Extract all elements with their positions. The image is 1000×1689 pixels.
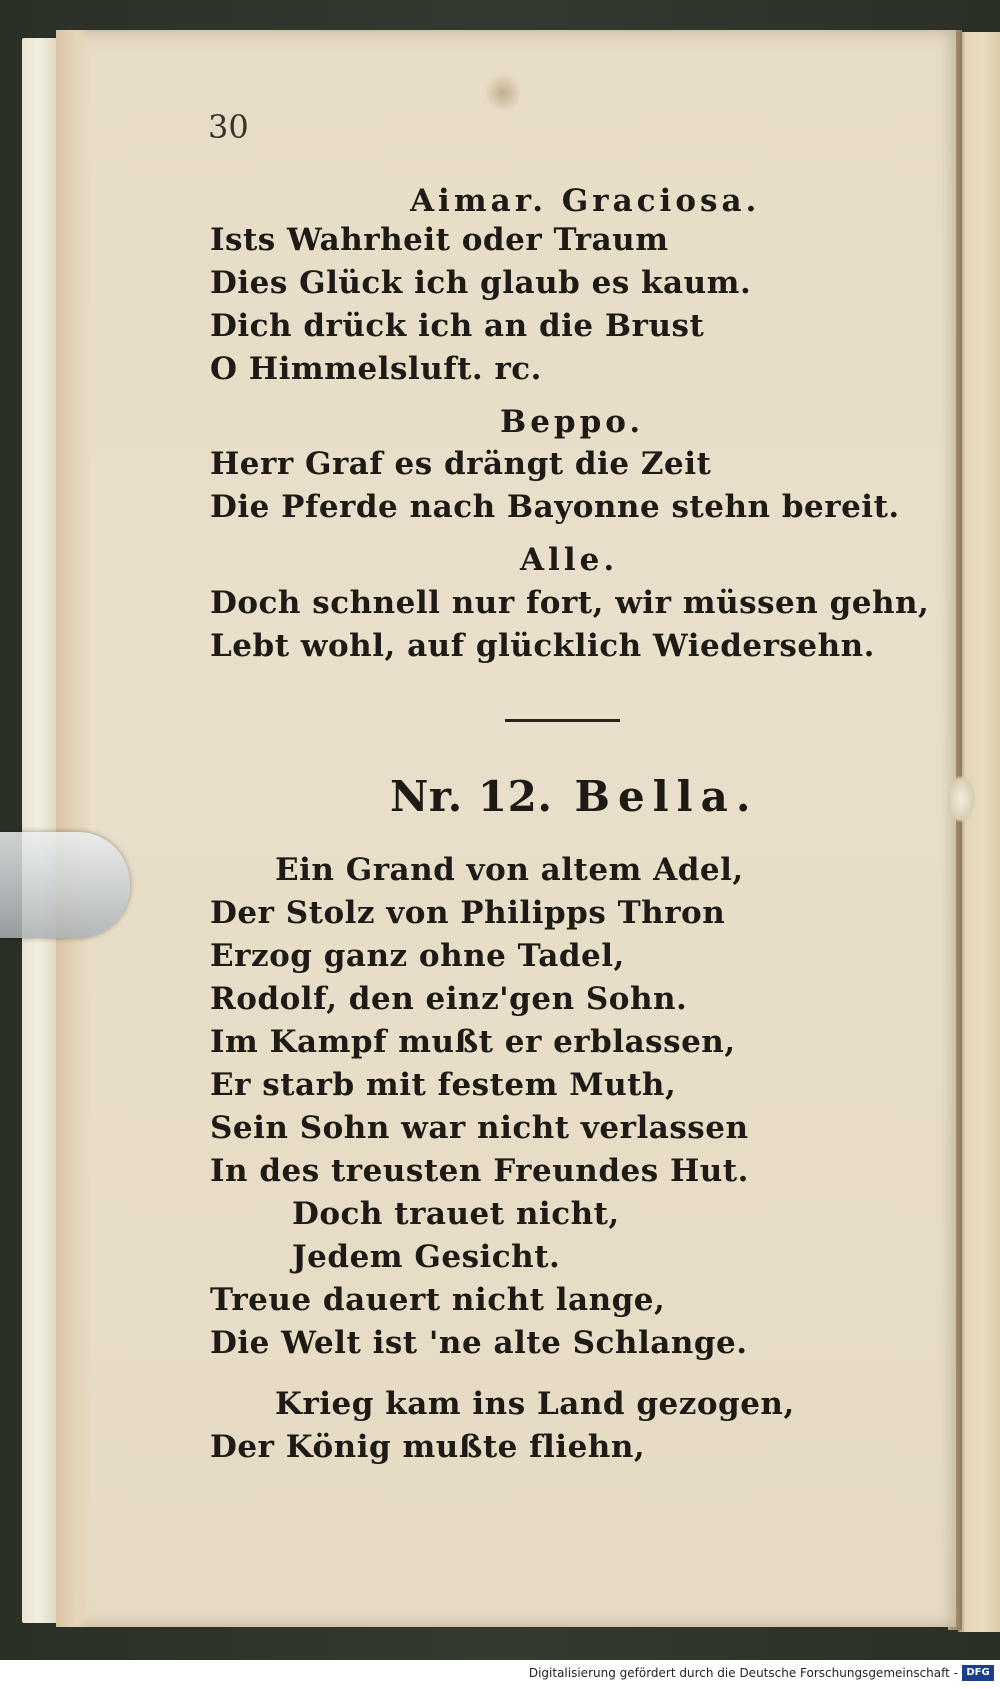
verse-line: Ein Grand von altem Adel, xyxy=(275,852,744,888)
right-page-stack xyxy=(958,32,1000,1632)
section-divider xyxy=(505,719,620,722)
refrain-line: Doch trauet nicht, xyxy=(292,1196,620,1232)
verse-line: Dies Glück ich glaub es kaum. xyxy=(210,265,752,301)
dfg-logo-icon: DFG xyxy=(962,1665,994,1681)
verse-line: Rodolf, den einz'gen Sohn. xyxy=(210,981,688,1017)
song-title: Bella. xyxy=(574,772,759,821)
verse-line: Der König mußte fliehn, xyxy=(210,1429,646,1465)
closing-line: Die Welt ist 'ne alte Schlange. xyxy=(210,1325,748,1361)
paper-stain xyxy=(486,72,520,114)
page-binding-shadow xyxy=(56,30,90,1627)
speaker-heading: Beppo. xyxy=(500,404,645,440)
closing-line: Treue dauert nicht lange, xyxy=(210,1282,666,1318)
transparent-page-clip xyxy=(0,832,130,938)
binding-thread xyxy=(946,775,976,823)
verse-line: Doch schnell nur fort, wir müssen gehn, xyxy=(210,585,930,621)
verse-line: Er starb mit festem Muth, xyxy=(210,1067,677,1103)
song-number: Nr. 12. xyxy=(390,772,553,821)
verse-line: Im Kampf mußt er erblassen, xyxy=(210,1024,736,1060)
page-number: 30 xyxy=(208,108,249,146)
verse-line: Ists Wahrheit oder Traum xyxy=(210,222,669,258)
song-heading xyxy=(390,772,758,821)
verse-line: Dich drück ich an die Brust xyxy=(210,308,705,344)
verse-line: Krieg kam ins Land gezogen, xyxy=(275,1386,795,1422)
verse-line: Lebt wohl, auf glücklich Wiedersehn. xyxy=(210,628,875,664)
verse-line: Herr Graf es drängt die Zeit xyxy=(210,446,712,482)
verse-line: O Himmelsluft. rc. xyxy=(210,351,542,387)
refrain-line: Jedem Gesicht. xyxy=(292,1239,561,1275)
speaker-heading: Aimar. Graciosa. xyxy=(410,183,761,219)
digitization-credit: Digitalisierung gefördert durch die Deutsche Forschungsgemeinschaft - xyxy=(528,1666,958,1680)
verse-line: Die Pferde nach Bayonne stehn bereit. xyxy=(210,489,900,525)
verse-line: Sein Sohn war nicht verlassen xyxy=(210,1110,749,1146)
verse-line: In des treusten Freundes Hut. xyxy=(210,1153,749,1189)
speaker-heading: Alle. xyxy=(520,542,619,578)
verse-line: Der Stolz von Philipps Thron xyxy=(210,895,726,931)
verse-line: Erzog ganz ohne Tadel, xyxy=(210,938,625,974)
